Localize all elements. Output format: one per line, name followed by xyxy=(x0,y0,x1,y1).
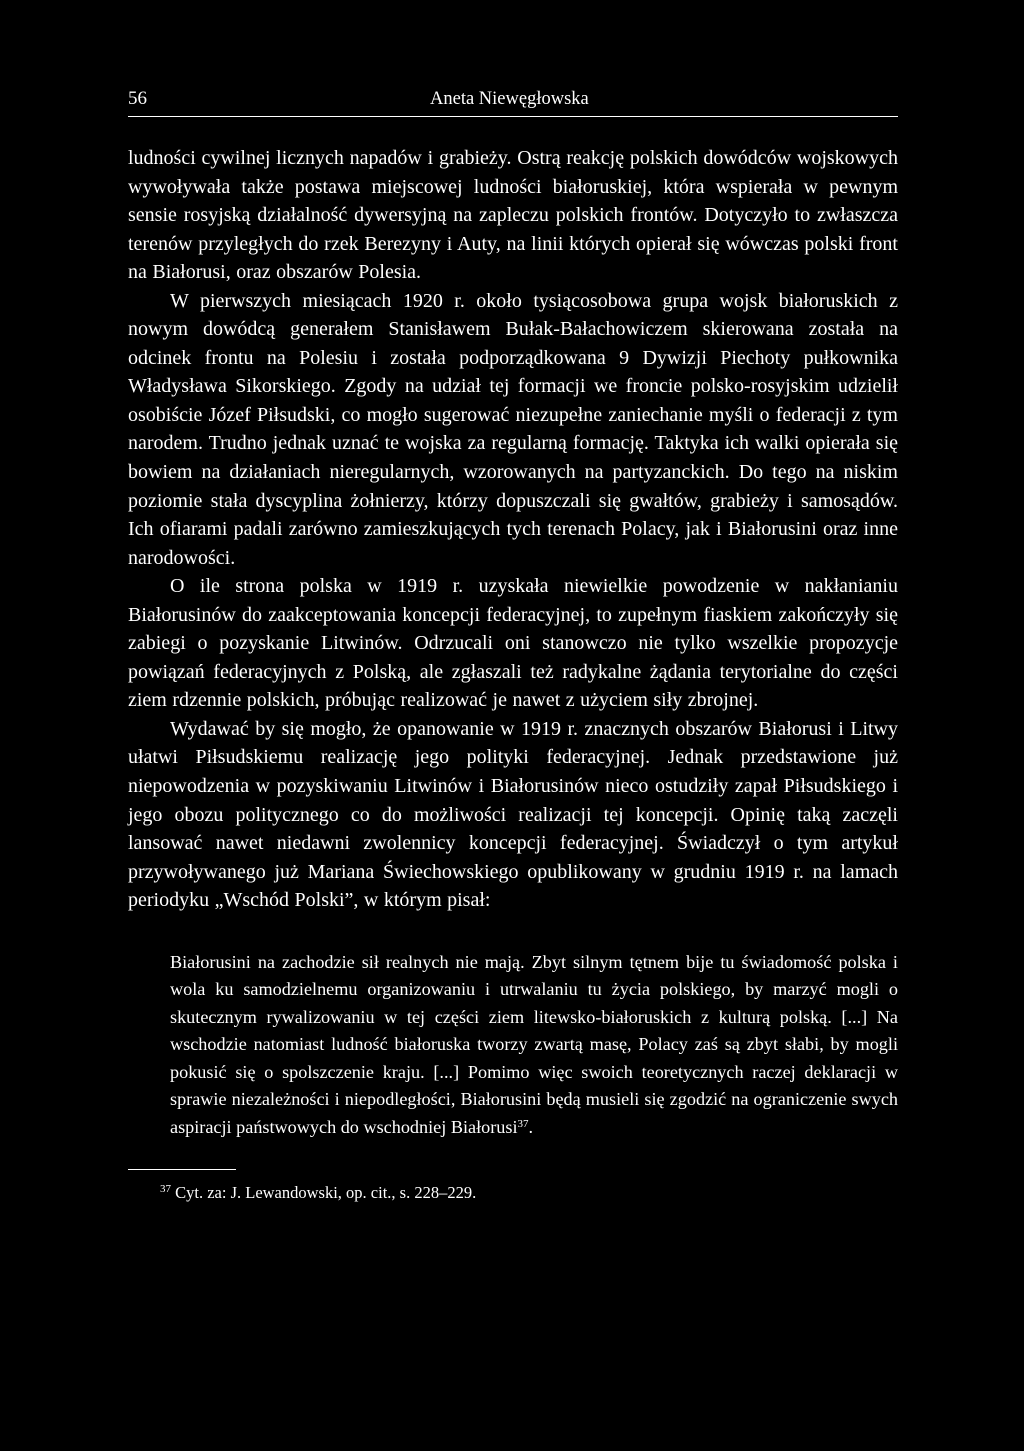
footnote-text: Cyt. za: J. Lewandowski, op. cit., s. 228–229. xyxy=(171,1183,477,1203)
paragraph: ludności cywilnej licznych napadów i grabieży. Ostrą reakcję polskich dowódców wojskowych wywoływała także postawa miejscowej ludności białoruskiej, która wspierała w pewnym sensie rosyjską działalność dywersyjną na zapleczu polskich frontów. Dotyczyło to zwłaszcza terenów przyległych do rzek Berezyny i Auty, na linii których opierał się wówczas polski front na Białorusi, oraz obszarów Polesia. xyxy=(128,147,898,284)
quote-end: . xyxy=(528,1116,534,1137)
body-text xyxy=(128,144,898,915)
page-number: 56 xyxy=(128,88,147,109)
running-head xyxy=(128,88,898,117)
footnote xyxy=(160,1182,898,1204)
book-page xyxy=(128,88,898,1204)
footnote-number: 37 xyxy=(160,1183,171,1196)
quote-text: Białorusini na zachodzie sił realnych nie mają. Zbyt silnym tętnem bije tu świadomość polska i wola ku samodzielnemu organizowaniu i utrwalaniu tu życia polskiego, by marzyć mogli o skutecznym rywalizowaniu w tej części ziem litewsko-białoruskich z kulturą polską. [...] Na wschodzie natomiast ludność białoruska tworzy zwartą masę, Polacy zaś są zbyt słabi, by mogli pokusić się o spolszczenie kraju. [...] Pomimo więc swoich teoretycznych raczej deklaracji w sprawie niezależności i niepodległości, Białorusini będą musieli się zgodzić na ograniczenie swych aspiracji państwowych do wschodniej Białorusi xyxy=(170,951,898,1137)
footnote-divider xyxy=(128,1169,236,1170)
paragraph: Wydawać by się mogło, że opanowanie w 1919 r. znacznych obszarów Białorusi i Litwy ułatwi Piłsudskiemu realizację jego polityki federacyjnej. Jednak przedstawione już niepowodzenia w pozyskiwaniu Litwinów i Białorusinów nieco ostudziły zapał Piłsudskiego i jego obozu politycznego co do możliwości realizacji tej koncepcji. Opinię taką zaczęli lansować nawet niedawni zwolennicy koncepcji federacyjnej. Świadczył o tym artykuł przywoływanego już Mariana Świechowskiego opublikowany w grudniu 1919 r. na lamach periodyku „Wschód Polski”, w którym pisał: xyxy=(128,717,898,912)
paragraph: W pierwszych miesiącach 1920 r. około tysiącosobowa grupa wojsk białoruskich z nowym dowódcą generałem Stanisławem Bułak-Bałachowiczem skierowana została na odcinek frontu na Polesiu i została podporządkowana 9 Dywizji Piechoty pułkownika Władysława Sikorskiego. Zgody na udział tej formacji we froncie polsko-rosyjskim udzielił osobiście Józef Piłsudski, co mogło sugerować niezupełne zaniechanie myśli o federacji z tym narodem. Trudno jednak uznać te wojska za regularną formację. Taktyka ich walki opierała się bowiem na działaniach nieregularnych, wzorowanych na partyzanckich. Do tego na niskim poziomie stała dyscyplina żołnierzy, którzy dopuszczali się gwałtów, grabieży i samosądów. Ich ofiarami padali zarówno zamieszkujących tych terenach Polacy, jak i Białorusini oraz inne narodowości. xyxy=(128,289,898,569)
block-quote xyxy=(170,949,898,1142)
paragraph: O ile strona polska w 1919 r. uzyskała niewielkie powodzenie w nakłanianiu Białorusinów do zaakceptowania koncepcji federacyjnej, to zupełnym fiaskiem zakończyły się zabiegi o pozyskanie Litwinów. Odrzucali oni stanowczo nie tylko wszelkie propozycje powiązań federacyjnych z Polską, ale zgłaszali też radykalne żądania terytorialne do części ziem rdzennie polskich, próbując realizować je nawet z użyciem siły zbrojnej. xyxy=(128,575,898,712)
footnote-reference[interactable]: 37 xyxy=(517,1117,529,1130)
running-head-author: Aneta Niewęgłowska xyxy=(430,89,589,109)
